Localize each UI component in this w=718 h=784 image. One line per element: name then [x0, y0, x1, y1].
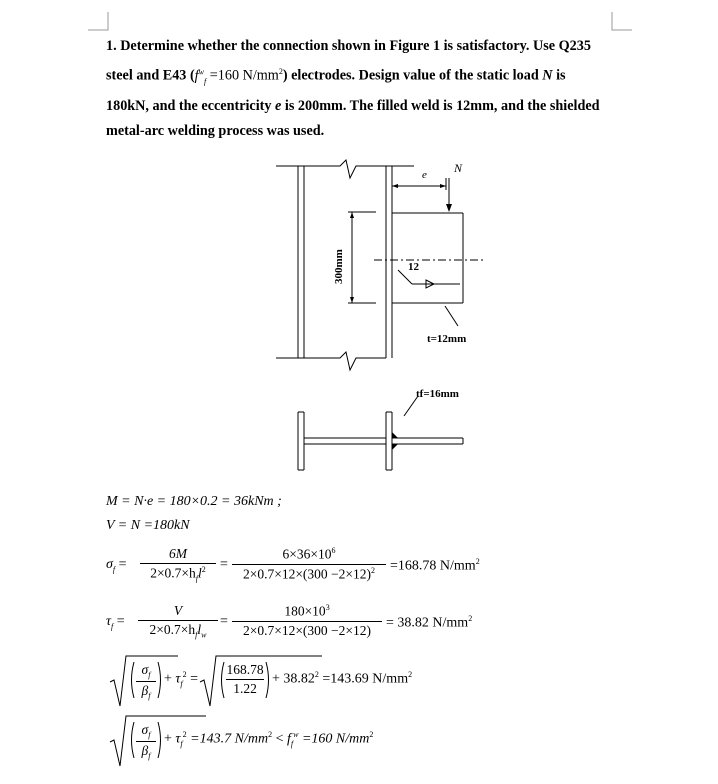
- label-t12: t=12mm: [427, 333, 467, 345]
- label-tf16: tf=16mm: [416, 388, 459, 400]
- problem-line-2a: steel and E43 (: [106, 67, 195, 84]
- problem-line-2d: is: [552, 67, 566, 84]
- eccentricity-symbol: e: [275, 97, 282, 114]
- tau-result: = 38.82 $N/mm^2$: [386, 614, 473, 631]
- load-symbol: N: [542, 67, 553, 84]
- label-e: e: [422, 169, 427, 181]
- problem-line-3a: 180kN, and the eccentricity: [106, 97, 276, 114]
- label-N: N: [454, 161, 463, 175]
- problem-line-3b: is 200mm. The filled weld is 12mm, and the shielded: [281, 97, 600, 114]
- weld-strength-symbol: $f^w_f$: [194, 67, 207, 86]
- problem-line-3: [106, 94, 616, 119]
- shear-equation: V = N =180kN: [106, 518, 190, 533]
- problem-line-2c: ) electrodes. Design value of the static load: [282, 67, 543, 84]
- combined-1-tail: + $38.82^2 =143.69$ $N/mm^2$: [272, 670, 413, 687]
- combined-2-tail: + $\tau_f^2 =143.7$ $N/mm^2 < f_f^w =160$ $N/mm^2$: [164, 730, 374, 749]
- moment-equation: M = N·e = 180×0.2 = 36kNm ;: [106, 494, 282, 509]
- label-300mm: 300mm: [333, 249, 345, 284]
- sigma-lhs: $\sigma_f$ =: [106, 557, 127, 574]
- combined-1-value-frac: 168.78 1.22: [226, 662, 264, 696]
- sigma-eq-sign: =: [220, 557, 228, 572]
- label-weld-12: 12: [408, 261, 419, 273]
- problem-line-2: [106, 59, 616, 94]
- sigma-result: =168.78 $N/mm^2$: [390, 557, 480, 574]
- problem-line-4: metal-arc welding process was used.: [106, 122, 325, 139]
- problem-line-1: 1. Determine whether the connection shown in Figure 1 is satisfactory. Use Q235: [106, 38, 591, 54]
- weld-strength-unit-exp: 2: [278, 67, 283, 76]
- tau-lhs: $\tau_f$ =: [106, 614, 125, 631]
- weld-strength-value: =160 N/mm: [206, 67, 279, 84]
- combined-1-inner-frac: $\sigma_f$ $\beta_f$: [136, 662, 156, 700]
- tau-eq-sign: =: [220, 614, 228, 629]
- problem-statement: [106, 34, 616, 144]
- connection-figure: [270, 150, 500, 480]
- tau-fraction-2: $180\times 10^3$ 2×0.7×12×(300 −2×12): [232, 603, 382, 639]
- combined-2-inner-frac: $\sigma_f$ $\beta_f$: [136, 722, 156, 760]
- sigma-fraction-1: 6M $2\times 0.7\times h_fl^2$: [140, 546, 216, 583]
- sigma-fraction-2: $6\times 36\times 10^6$ $2\times 0.7\times 12\times(300 -2\times 12)^2$: [232, 546, 386, 582]
- tau-fraction-1: V $2\times 0.7\times h_fl_w$: [138, 603, 218, 640]
- combined-1-plus-tau: + $\tau_f^2$ =: [164, 670, 199, 689]
